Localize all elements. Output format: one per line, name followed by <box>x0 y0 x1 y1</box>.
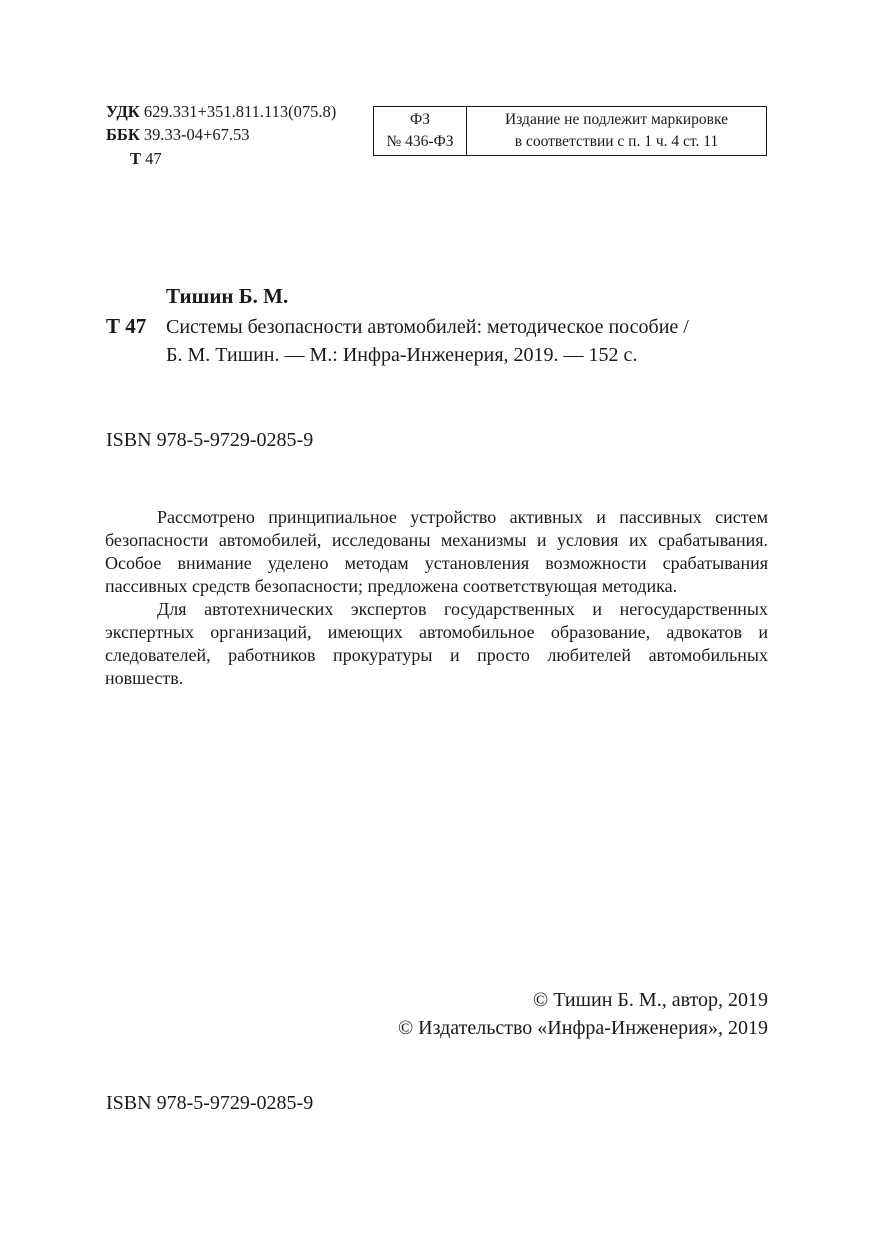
isbn-bottom: ISBN 978-5-9729-0285-9 <box>106 1092 314 1114</box>
author-heading: Тишин Б. М. <box>166 284 289 308</box>
copyright-publisher: © Издательство «Инфра-Инженерия», 2019 <box>397 1017 768 1039</box>
udk-label: УДК <box>106 102 140 121</box>
abstract-paragraph-2: Для автотехнических экспертов государственных и негосударственных экспертных организаций, имеющих автомобильное образование, адвокатов и следователей, работников прокуратуры и просто любителей автомобильных новшеств. <box>105 599 768 688</box>
law-number: № 436-ФЗ <box>386 133 454 150</box>
author-mark-line <box>130 148 162 170</box>
bbk-label: ББК <box>106 125 140 144</box>
abstract <box>105 506 768 690</box>
author-mark-label: Т <box>130 149 142 168</box>
law-cell <box>374 107 467 155</box>
author-mark-value: 47 <box>145 149 162 168</box>
marking-note-line2: в соответствии с п. 1 ч. 4 ст. 11 <box>514 133 719 150</box>
marking-note-line1: Издание не подлежит маркировке <box>505 111 728 128</box>
isbn-top: ISBN 978-5-9729-0285-9 <box>106 429 314 451</box>
law-short: ФЗ <box>409 111 430 128</box>
title-line-2: Б. М. Тишин. — М.: Инфра-Инженерия, 2019. — 152 с. <box>166 344 638 366</box>
bbk-line <box>106 124 249 146</box>
marking-note-cell <box>467 107 766 155</box>
copyright-author: © Тишин Б. М., автор, 2019 <box>533 989 768 1011</box>
title-line-1: Системы безопасности автомобилей: методическое пособие / <box>166 316 689 338</box>
author-index: Т 47 <box>106 314 147 338</box>
abstract-paragraph-1: Рассмотрено принципиальное устройство активных и пассивных систем безопасности автомобилей, исследованы механизмы и условия их срабатывания. Особое внимание уделено методам установления возможности срабатывания пассивных средств безопасности; предложена соответствующая методика. <box>105 507 768 596</box>
bbk-value: 39.33-04+67.53 <box>143 125 250 144</box>
marking-table <box>373 106 767 156</box>
udk-value: 629.331+351.811.113(075.8) <box>143 102 337 121</box>
udk-line <box>106 101 336 123</box>
